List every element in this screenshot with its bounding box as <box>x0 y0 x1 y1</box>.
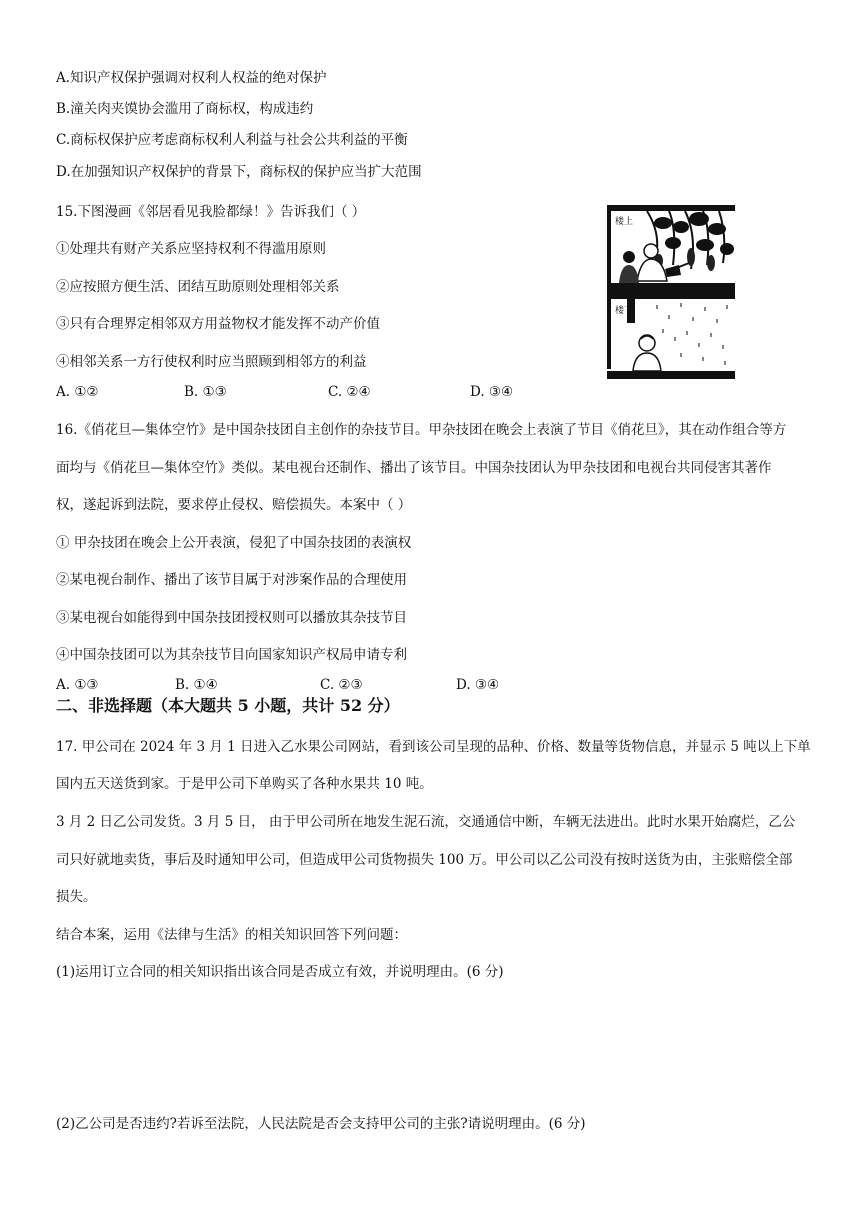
q17-subquestion-1: (1)运用订立合同的相关知识指出该合同是否成立有效，并说明理由。(6 分) <box>56 964 504 980</box>
comic-downstairs-label: 楼下 <box>615 306 634 316</box>
q16-item-4: ④中国杂技团可以为其杂技节目向国家知识产权局申请专利 <box>56 647 407 663</box>
q15-choice-b: B. ①③ <box>184 384 227 400</box>
q17-line-1: 17. 甲公司在 2024 年 3 月 1 日进入乙水果公司网站，看到该公司呈现的品种、价格、数量等货物信息，并显示 5 吨以上下单 <box>56 739 811 755</box>
q17-line-5: 损失。 <box>56 889 97 905</box>
q14-option-c: C.商标权保护应考虑商标权利人利益与社会公共利益的平衡 <box>56 132 408 148</box>
q15-choice-c: C. ②④ <box>328 384 371 400</box>
q15-choice-a: A. ①② <box>56 384 99 400</box>
q16-stem-line-2: 面均与《俏花旦—集体空竹》类似。某电视台还制作、播出了该节目。中国杂技团认为甲杂技团和电视台共同侵害其著作 <box>56 460 772 476</box>
section-heading: 二、非选择题（本大题共 5 小题，共计 52 分） <box>56 696 400 715</box>
q15-stem: 15.下图漫画《邻居看见我脸都绿！》告诉我们（ ） <box>56 204 366 220</box>
q16-choice-d: D. ③④ <box>456 677 500 693</box>
q16-choice-c: C. ②③ <box>320 677 363 693</box>
q16-stem-line-1: 16.《俏花旦—集体空竹》是中国杂技团自主创作的杂技节目。甲杂技团在晚会上表演了节目《俏花旦》，其在动作组合等方 <box>56 422 787 438</box>
q15-item-1: ①处理共有财产关系应坚持权利不得滥用原则 <box>56 241 326 257</box>
q16-choice-b: B. ①④ <box>175 677 218 693</box>
comic-upstairs-label: 楼上 <box>615 217 634 227</box>
q16-item-3: ③某电视台如能得到中国杂技团授权则可以播放其杂技节目 <box>56 610 407 626</box>
q15-item-3: ③只有合理界定相邻双方用益物权才能发挥不动产价值 <box>56 316 380 332</box>
q17-instruction: 结合本案，运用《法律与生活》的相关知识回答下列问题： <box>56 927 407 943</box>
q15-comic-illustration <box>607 205 735 379</box>
q16-item-1: ① 甲杂技团在晚会上公开表演，侵犯了中国杂技团的表演权 <box>56 535 412 551</box>
q14-option-a: A.知识产权保护强调对权利人权益的绝对保护 <box>56 70 327 86</box>
q17-line-3: 3 月 2 日乙公司发货。3 月 5 日， 由于甲公司所在地发生泥石流，交通通信中断，车辆无法进出。此时水果开始腐烂，乙公 <box>56 814 796 830</box>
q14-option-d: D.在加强知识产权保护的背景下，商标权的保护应当扩大范围 <box>56 164 422 180</box>
q17-line-2: 国内五天送货到家。于是甲公司下单购买了各种水果共 10 吨。 <box>56 776 433 792</box>
q15-item-2: ②应按照方便生活、团结互助原则处理相邻关系 <box>56 279 340 295</box>
q14-option-b: B.潼关肉夹馍协会滥用了商标权，构成违约 <box>56 101 314 117</box>
q17-subquestion-2: (2)乙公司是否违约?若诉至法院，人民法院是否会支持甲公司的主张?请说明理由。(6 分) <box>56 1116 586 1132</box>
q15-item-4: ④相邻关系一方行使权利时应当照顾到相邻方的利益 <box>56 354 367 370</box>
q16-stem-line-3: 权，遂起诉到法院，要求停止侵权、赔偿损失。本案中（ ） <box>56 497 412 513</box>
q15-choice-d: D. ③④ <box>470 384 514 400</box>
q16-choice-a: A. ①③ <box>56 677 99 693</box>
q17-line-4: 司只好就地卖货，事后及时通知甲公司，但造成甲公司货物损失 100 万。甲公司以乙公司没有按时送货为由，主张赔偿全部 <box>56 852 793 868</box>
q16-item-2: ②某电视台制作、播出了该节目属于对涉案作品的合理使用 <box>56 572 407 588</box>
